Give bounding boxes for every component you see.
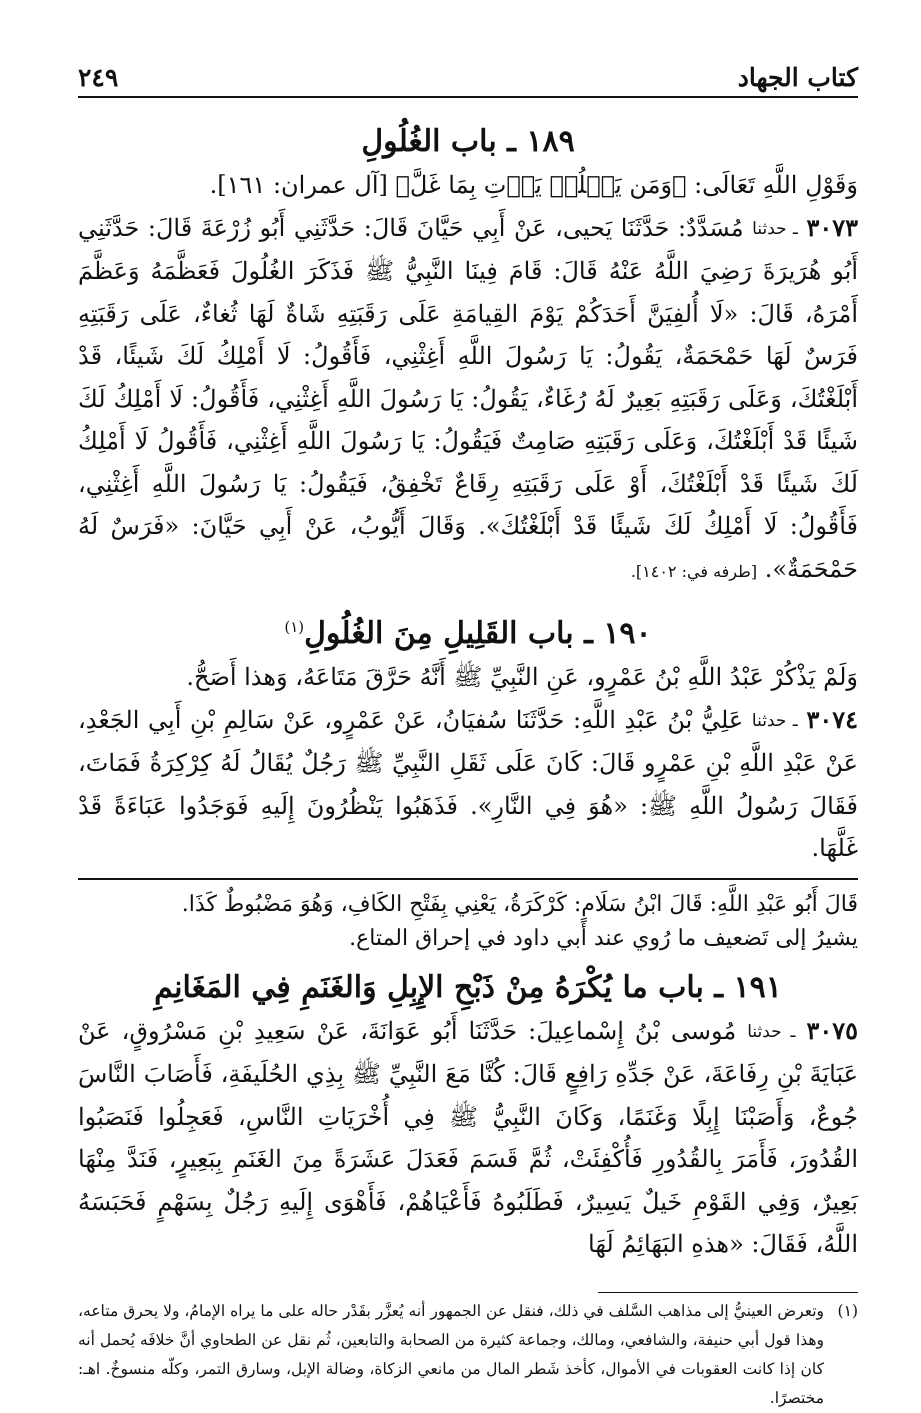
chapter-heading-190: [78, 605, 858, 656]
hadith-narration-word: ـ حدثنا: [751, 710, 798, 731]
running-header: [78, 52, 858, 98]
footnote-rule: [598, 1292, 858, 1293]
cross-reference: [طرفه في: ١٤٠٢].: [630, 561, 758, 581]
book-title: كتاب الجهاد: [737, 63, 858, 92]
footnote: [78, 1297, 858, 1413]
hadith-3073: [78, 207, 858, 594]
hadith-text: مُوسى بْنُ إِسْماعِيلَ: حَدَّثَنَا أَبُو عَوَانَةَ، عَنْ سَعِيدِ بْنِ مَسْرُوقٍ، عَنْ عَبَايَةَ بْنِ رِفَاعَةَ، عَنْ جَدِّهِ رَافِعٍ قَالَ: كُنَّا مَعَ النَّبِيِّ ﷺ بِذِي الحُلَيفَةِ، فَأَصَابَ النَّاسَ جُوعٌ، وَأَصَبْنَا إِبِلًا وَغَنَمًا، وَكَانَ النَّبِيُّ ﷺ فِي أُخْرَيَاتِ النَّاسِ، فَعَجِلُوا فَنَصَبُوا القُدُورَ، فَأَمَرَ بِالقُدُورِ فَأُكْفِئَتْ، ثُمَّ قَسَمَ فَعَدَلَ عَشَرَةً مِنَ الغَنَمِ بِبَعِيرٍ، فَنَدَّ مِنْهَا بَعِيرٌ، وَفِي القَوْمِ خَيلٌ يَسِيرٌ، فَطَلَبُوهُ فَأَعْيَاهُمْ، فَأَهْوَى إِلَيهِ رَجُلٌ بِسَهْمٍ فَحَبَسَهُ اللَّهُ، فَقَالَ: «هذهِ البَهَائِمُ لَهَا: [78, 1016, 859, 1258]
hadith-3075: [78, 1010, 858, 1266]
intro-190: وَلَمْ يَذْكُرْ عَبْدُ اللَّهِ بْنُ عَمْرٍو، عَنِ النَّبِيِّ ﷺ أَنَّهُ حَرَّقَ مَتَاعَهُ، وَهذا أَصَحُّ.: [186, 663, 858, 691]
hadith-narration-word: ـ حدثنا: [752, 218, 798, 239]
hadith-number: ٣٠٧٤: [806, 704, 858, 734]
commentary-line-2: يشيرُ إلى تَضعيف ما رُوي عند أبي داود في إحراق المتاع.: [349, 925, 858, 951]
hadith-narration-word: ـ حدثنا: [747, 1021, 796, 1042]
footnote-reference: (١): [284, 618, 305, 636]
hadith-number: ٣٠٧٥: [806, 1015, 858, 1045]
hadith-3074: [78, 699, 858, 870]
hadith-text: مُسَدَّدٌ: حَدَّثَنَا يَحيى، عَنْ أَبِي حَيَّانَ قَالَ: حَدَّثَنِي أَبُو زُرْعَةَ قَالَ: حَدَّثَنِي أَبُو هُرَيرَةَ رَضِيَ اللَّهُ عَنْهُ قَالَ: قَامَ فِينَا النَّبِيُّ ﷺ فَذَكَرَ الغُلُولَ فَعَظَّمَهُ وَعَظَّمَ أَمْرَهُ، قَالَ: «لَا أُلفِيَنَّ أَحَدَكُمْ يَوْمَ القِيامَةِ عَلَى رَقَبَتِهِ شَاةٌ لَهَا ثُغاءٌ، عَلَى رَقَبَتِهِ فَرَسٌ لَهَا حَمْحَمَةٌ، يَقُولُ: يَا رَسُولَ اللَّهِ أَغِثْنِي، فَأَقُولُ: لَا أَمْلِكُ لَكَ شَيئًا، قَدْ أَبْلَغْتُكَ، وَعَلَى رَقَبَتِهِ بَعِيرٌ لَهُ رُغَاءٌ، يَقُولُ: يَا رَسُولَ اللَّهِ أَغِثْنِي، فَأَقُولُ: لَا أَمْلِكُ لَكَ شَيئًا قَدْ أَبْلَغْتُكَ، وَعَلَى رَقَبَتِهِ صَامِتٌ فَيَقُولُ: يَا رَسُولَ اللَّهِ أَغِثْنِي، فَأَقُولُ لَا أَمْلِكُ لَكَ شَيئًا قَدْ أَبْلَغْتُكَ، أَوْ عَلَى رَقَبَتِهِ رِقَاعٌ تَخْفِقُ، فَيَقُولُ: يَا رَسُولَ اللَّهِ أَغِثْنِي، فَأَقُولُ: لَا أَمْلِكُ لَكَ شَيئًا قَدْ أَبْلَغْتُكَ». وَقَالَ أَيُّوبُ، عَنْ أَبِي حَيَّانَ: «فَرَسٌ لَهُ حَمْحَمَةٌ».: [78, 213, 859, 583]
verse-intro-189: [78, 164, 858, 207]
chapter-heading-191: ١٩١ ـ باب ما يُكْرَهُ مِنْ ذَبْحِ الإِبِلِ وَالغَنَمِ فِي المَغَانِمِ: [154, 969, 782, 1005]
page-number: ٢٤٩: [78, 63, 119, 92]
hadith-number: ٣٠٧٣: [806, 212, 859, 242]
footnote-text: وتعرض العينيُّ إلى مذاهب السَّلف في ذلك، فنقل عن الجمهور أنه يُعزَّر بقَدْر حاله على ما يراه الإمامُ، ولا يحرق متاعه، وهذا قول أبي حنيفة، والشافعي، ومالك، وجماعة كثيرة من الصحابة والتابعين، ثُم نقل عن الطحاوي أنَّ خلافَه يُحمل أنه كان إذا كانت العقوبات في الأموال، كأخذ شَطر المال من مانعي الزكاة، وضالة الإبل، وسارق التمر، وكلّه منسوخٌ. اهـ: مختصرًا.: [78, 1301, 824, 1407]
hadith-text: عَلِيُّ بْنُ عَبْدِ اللَّهِ: حَدَّثَنَا سُفيَانُ، عَنْ عَمْرٍو، عَنْ سَالِمِ بْنِ أَبِي الجَعْدِ، عَنْ عَبْدِ اللَّهِ بْنِ عَمْرٍو قَالَ: كَانَ عَلَى ثَقَلِ النَّبِيِّ ﷺ رَجُلٌ يُقَالُ لَهُ كِرْكِرَةُ فَمَاتَ، فَقَالَ رَسُولُ اللَّهِ ﷺ: «هُوَ فِي النَّارِ». فَذَهَبُوا يَنْظُرُونَ إِلَيهِ فَوَجَدُوا عَبَاءَةً قَدْ غَلَّهَا.: [78, 705, 858, 862]
verse-intro-text: وَقَوْلِ اللَّهِ تَعَالَى: ﴿وَمَن يَغۡلُلۡ يَأۡتِ بِمَا غَلَّ﴾ [آل عمران: ١٦١].: [209, 171, 858, 199]
section-separator: [78, 878, 858, 880]
book-page: [78, 52, 859, 1407]
chapter-heading-189: ١٨٩ ـ باب الغُلُولِ: [361, 124, 575, 159]
commentary-line-1: قَالَ أَبُو عَبْدِ اللَّهِ: قَالَ ابْنُ سَلَامٍ: كَرْكَرَةُ، يَعْنِي بِفَتْحِ الكَافِ، وَهُوَ مَضْبُوطٌ كَذَا.: [181, 891, 858, 917]
footnote-marker: (١): [837, 1301, 858, 1320]
chapter-heading-190-text: ١٩٠ ـ باب القَلِيلِ مِنَ الغُلُولِ: [304, 616, 652, 651]
